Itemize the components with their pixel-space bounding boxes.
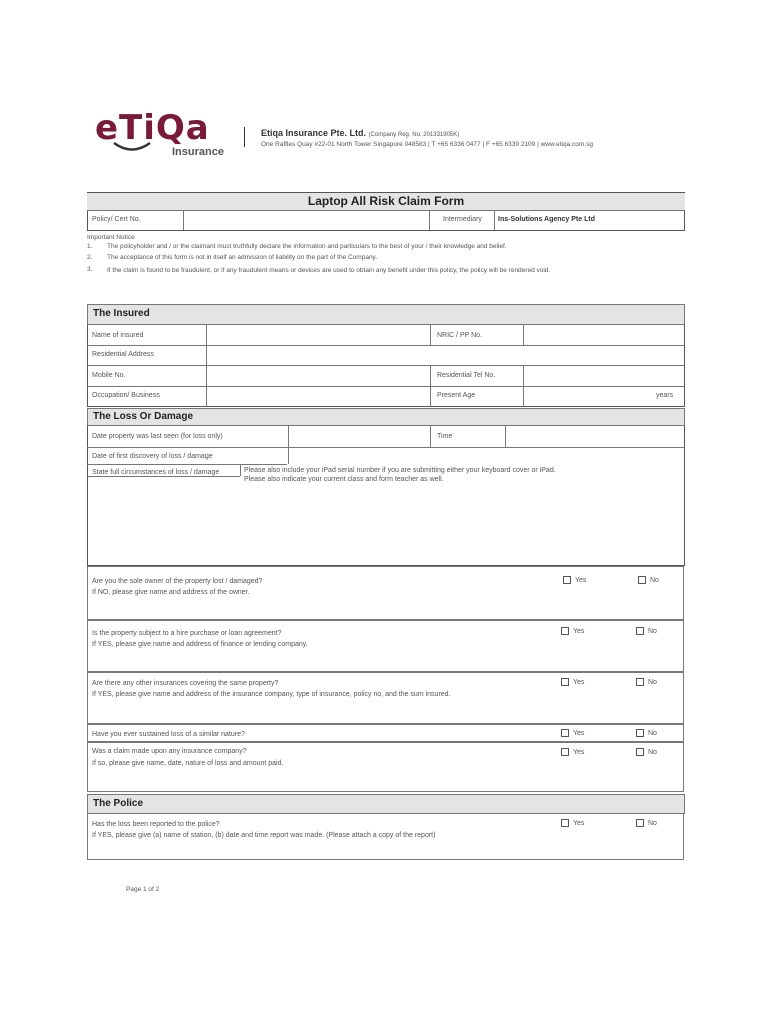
intermediary-divider [494,211,495,230]
notice-item-1: The policyholder and / or the claimant must truthfully declare the information and particulars to the best of your / their knowledge and belief. [107,243,507,250]
header-divider [244,127,245,147]
question-block-police [87,814,684,860]
question-block-sole-owner [87,566,684,620]
yes-label: Yes [573,678,585,686]
yes-checkbox[interactable] [561,627,584,635]
nric-label: NRIC / PP No. [437,332,482,339]
checkbox-icon [636,819,644,827]
occupation-input[interactable] [207,387,429,406]
company-name [261,128,459,138]
yes-checkbox[interactable] [561,678,584,686]
question-text: Is the property subject to a hire purchase or loan agreement? [92,630,282,637]
yes-label: Yes [573,819,585,827]
name-input[interactable] [207,326,429,344]
checkbox-icon [561,729,569,737]
circumstances-input[interactable] [88,486,684,564]
notice-num-1: 1. [87,243,93,250]
notice-item-2: The acceptance of this form is not in itself an admission of liability on the part of the Company. [107,254,378,261]
circumstances-label: State full circumstances of loss / damage [92,469,220,476]
notice-item-3: If the claim is found to be fraudulent, or if any fraudulent means or devices are used to obtain any benefit under this policy, the policy will be rendered void. [107,267,551,274]
question-text: Was a claim made upon any insurance company? [92,748,247,755]
no-checkbox[interactable] [636,819,657,827]
mobile-input[interactable] [207,366,429,385]
time-label: Time [437,433,453,440]
checkbox-icon [563,576,571,584]
no-label: No [648,729,657,737]
question-subtext: If YES, please give name and address of finance or lending company. [92,641,308,648]
notice-heading: Important Notice [87,234,135,241]
logo-smile-icon [112,140,152,154]
col-line [430,426,431,447]
age-unit: years [656,392,674,399]
no-checkbox[interactable] [636,729,657,737]
row-line [87,476,240,477]
notice-num-3: 3. [87,266,93,273]
checkbox-icon [636,678,644,686]
res-tel-input[interactable] [524,366,684,385]
checkbox-icon [636,748,644,756]
yes-label: Yes [573,627,585,635]
yes-label: Yes [573,729,585,737]
question-text: Has the loss been reported to the police? [92,821,220,828]
question-text: Are you the sole owner of the property lost / damaged? [92,578,263,585]
col-line [430,325,431,345]
question-block-other-insurance [87,672,684,724]
col-line [240,464,241,476]
date-seen-input[interactable] [289,427,429,446]
address-input[interactable] [207,346,684,364]
nric-input[interactable] [524,326,684,344]
insured-heading: The Insured [87,304,685,325]
yes-label: Yes [575,576,587,584]
question-block-prior-claim [87,742,684,792]
loss-heading: The Loss Or Damage [87,408,685,426]
question-subtext: If NO, please give name and address of the owner. [92,589,250,596]
checkbox-icon [561,819,569,827]
name-label: Name of insured [92,332,144,339]
no-checkbox[interactable] [636,627,657,635]
row-line [87,464,287,465]
company-reg: (Company Reg. No. 201331905K) [368,132,460,138]
no-label: No [648,748,657,756]
checkbox-icon [636,627,644,635]
occupation-label: Occupation/ Business [92,392,160,399]
address-label: Residential Address [92,351,154,358]
no-label: No [648,678,657,686]
question-block-hire-purchase [87,620,684,672]
yes-label: Yes [573,748,585,756]
res-tel-label: Residential Tel No. [437,372,496,379]
question-subtext: If YES, please give name and address of the insurance company, type of insurance, policy no, and the sum insured. [92,691,451,698]
question-text: Are there any other insurances covering the same property? [92,680,279,687]
question-subtext: If YES, please give (a) name of station, (b) date and time report was made. (Please attach a copy of the report) [92,832,436,839]
yes-checkbox[interactable] [561,819,584,827]
police-heading: The Police [87,794,685,814]
date-discovery-input[interactable] [289,448,684,463]
checkbox-icon [561,748,569,756]
notice-num-2: 2. [87,254,93,261]
no-label: No [648,627,657,635]
no-checkbox[interactable] [636,748,657,756]
age-label: Present Age [437,392,476,399]
mobile-label: Mobile No. [92,372,126,379]
checkbox-icon [636,729,644,737]
question-subtext: If so, please give name, date, nature of loss and amount paid. [92,760,284,767]
logo-subtitle: Insurance [172,146,224,158]
yes-checkbox[interactable] [561,748,584,756]
page-number: Page 1 of 2 [126,886,160,893]
col-line [430,365,431,407]
etiqa-logo: eTiQa [95,108,210,148]
question-text: Have you ever sustained loss of a similar nature? [92,731,245,738]
no-checkbox[interactable] [636,678,657,686]
company-name-text: Etiqa Insurance Pte. Ltd. [261,128,367,138]
date-discovery-label: Date of first discovery of loss / damage [92,453,213,460]
yes-checkbox[interactable] [563,576,586,584]
intermediary-value: Ins-Solutions Agency Pte Ltd [498,216,595,223]
no-label: No [648,819,657,827]
checkbox-icon [638,576,646,584]
time-input[interactable] [506,427,684,446]
form-title: Laptop All Risk Claim Form [87,193,685,211]
policy-input[interactable] [183,211,430,230]
no-label: No [650,576,659,584]
no-checkbox[interactable] [638,576,659,584]
checkbox-icon [561,678,569,686]
circumstances-note-2: Please also indicate your current class and form teacher as well. [244,476,444,483]
age-input[interactable] [524,387,654,406]
question-block-similar-loss [87,724,684,742]
policy-label: Policy/ Cert No. [92,216,141,223]
circumstances-note-1: Please also include your iPad serial number if you are submitting either your keyboard cover or iPad. [244,467,556,474]
date-seen-label: Date property was last seen (for loss only) [92,433,223,440]
company-address: One Raffles Quay #22-01 North Tower Singapore 048583 | T +65 6336 0477 | F +65 6339 2109 | www.etiqa.com.sg [261,141,593,148]
checkbox-icon [561,627,569,635]
yes-checkbox[interactable] [561,729,584,737]
intermediary-label: Intermediary [443,216,482,223]
